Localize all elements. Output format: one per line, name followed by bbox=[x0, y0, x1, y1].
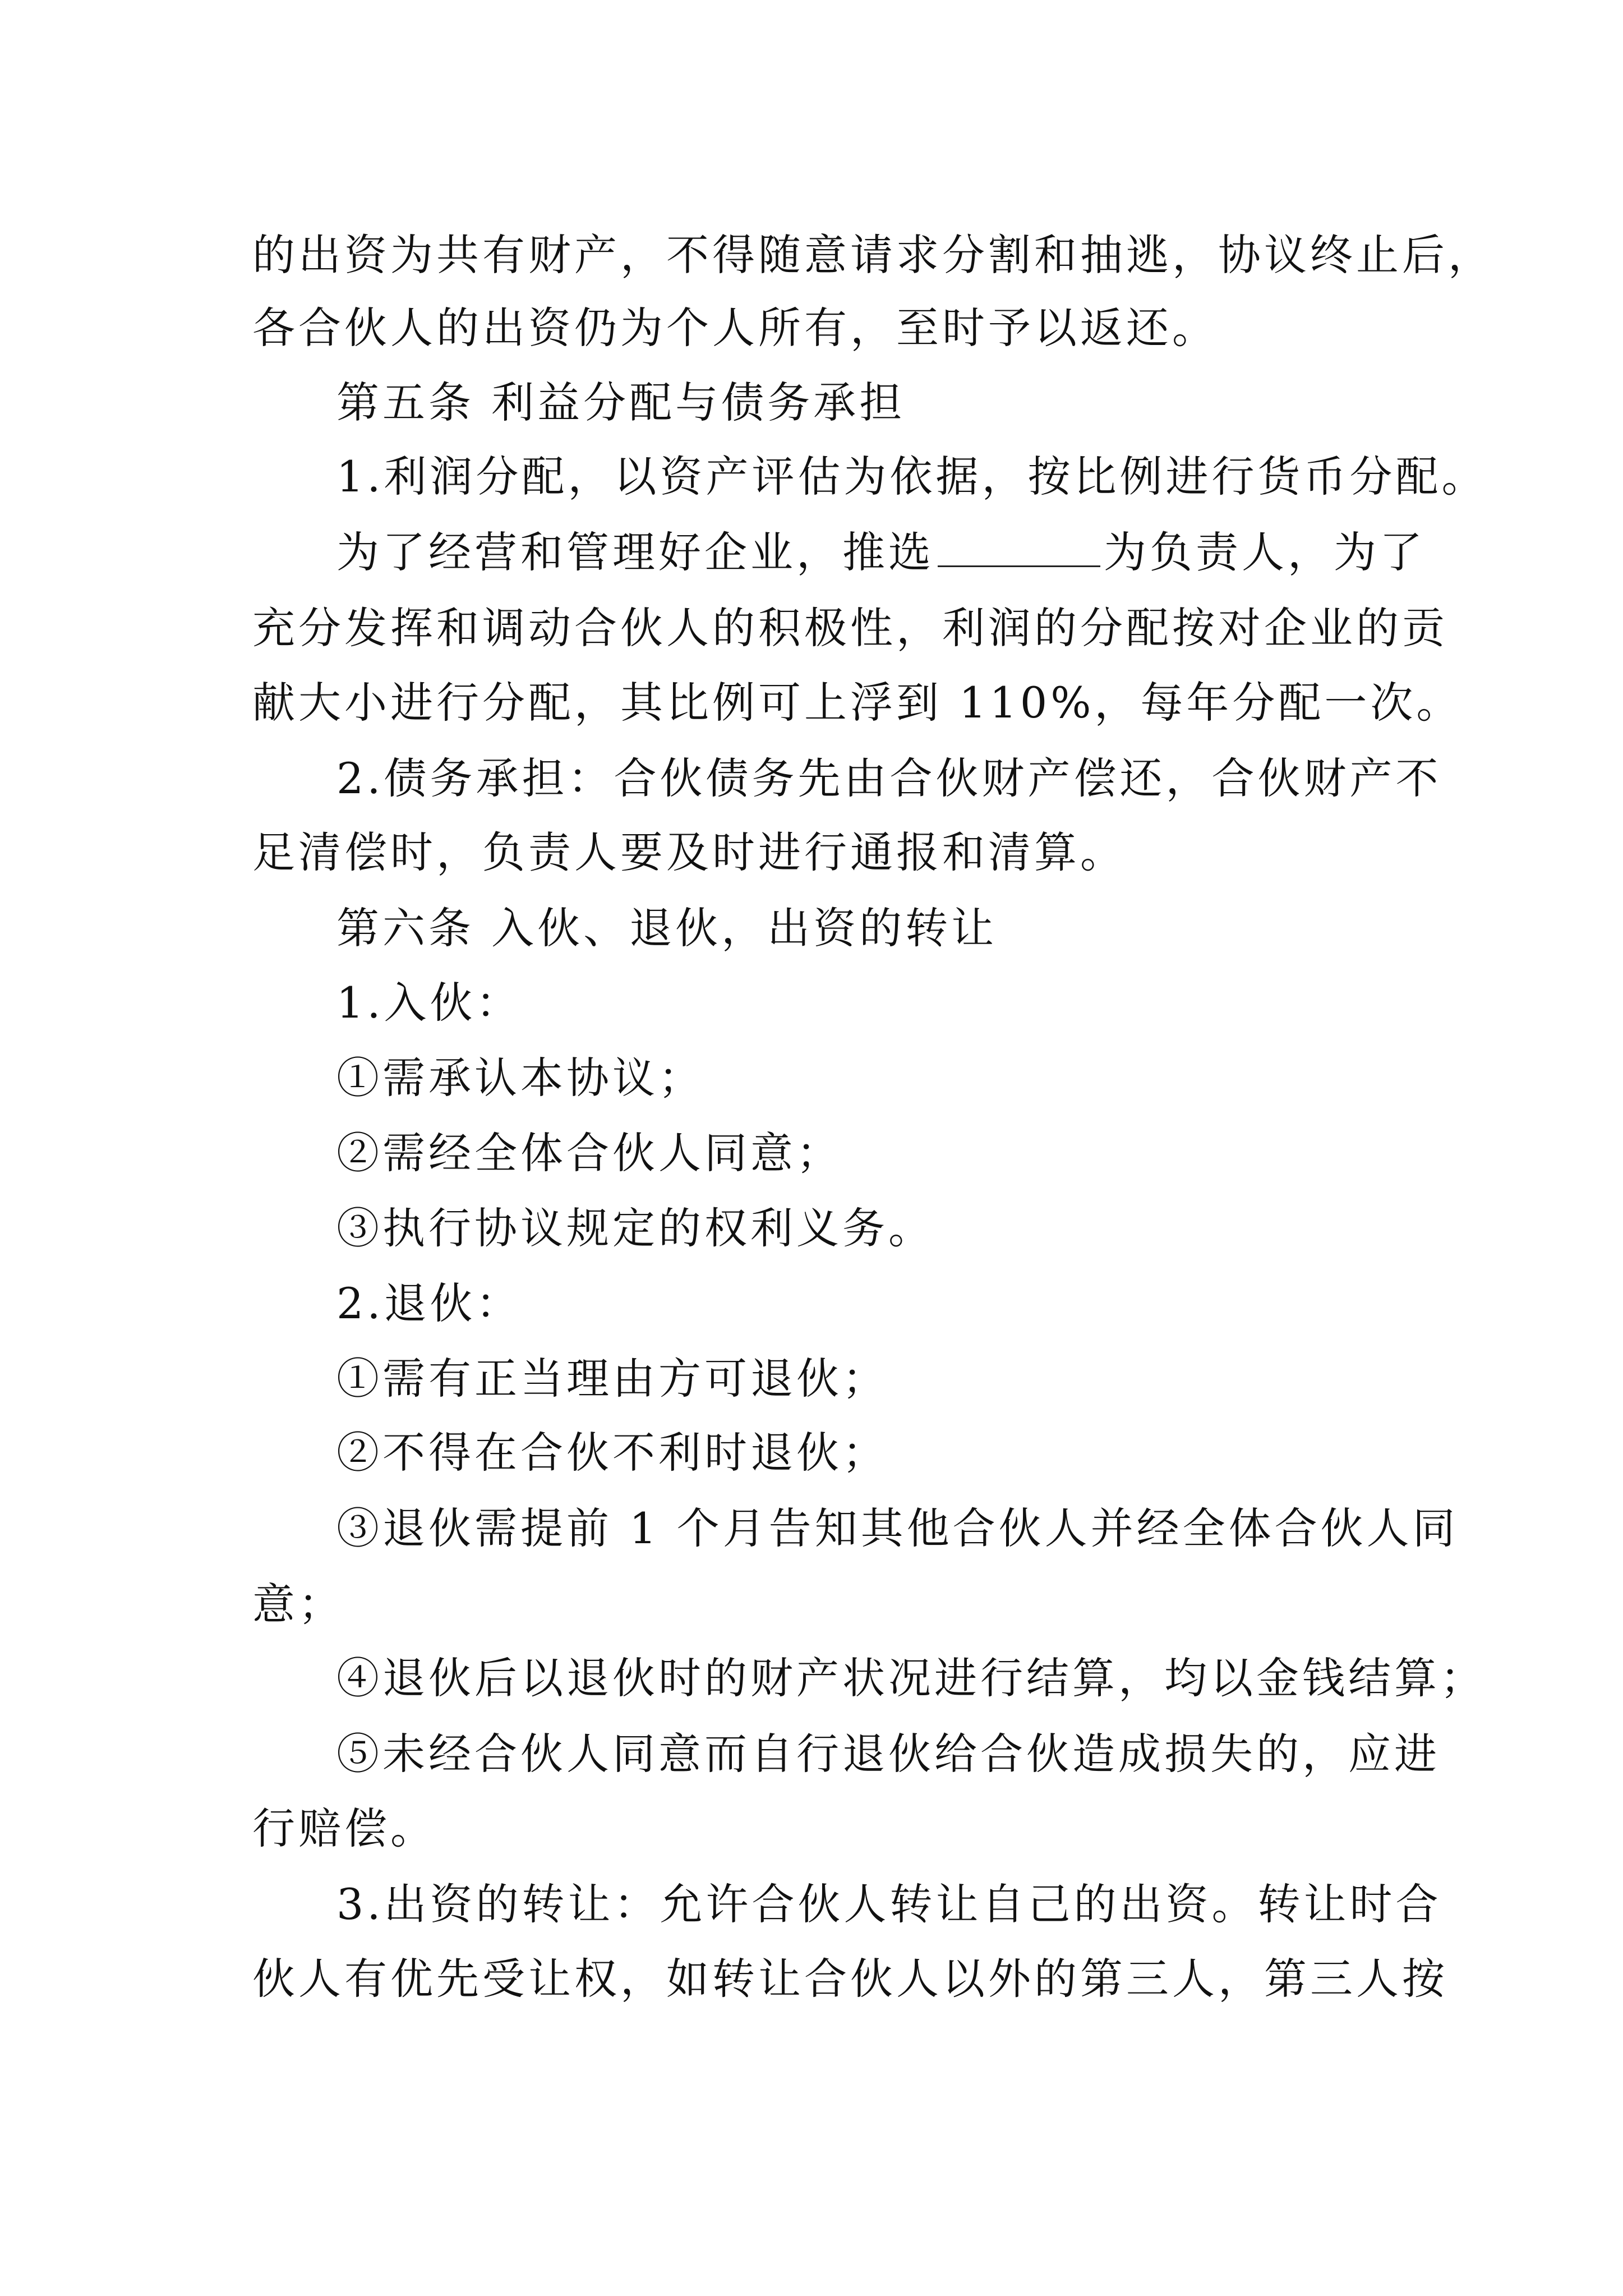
list-item: ②不得在合伙不利时退伙； bbox=[336, 1428, 888, 1478]
body-line: 足清偿时，负责人要及时进行通报和清算。 bbox=[252, 827, 1126, 877]
section-heading: 第六条 入伙、退伙，出资的转让 bbox=[336, 903, 998, 953]
body-text: 为了经营和管理好企业，推选 bbox=[336, 527, 934, 577]
body-line: 充分发挥和调动合伙人的积极性，利润的分配按对企业的贡 bbox=[252, 603, 1448, 653]
list-item: ①需承认本协议； bbox=[336, 1053, 704, 1103]
list-heading: 2.退伙： bbox=[336, 1278, 522, 1328]
list-item: ②需经全体合伙人同意； bbox=[336, 1128, 842, 1178]
body-line: 3.出资的转让：允许合伙人转让自己的出资。转让时合 bbox=[336, 1879, 1442, 1929]
list-item: ③退伙需提前 1 个月告知其他合伙人并经全体合伙人同 bbox=[336, 1503, 1459, 1553]
body-line: 各合伙人的出资仍为个人所有，至时予以返还。 bbox=[252, 303, 1218, 353]
body-line: 行赔偿。 bbox=[252, 1803, 436, 1853]
list-item: ⑤未经合伙人同意而自行退伙给合伙造成损失的，应进 bbox=[336, 1729, 1440, 1779]
list-item: ③执行协议规定的权利义务。 bbox=[336, 1203, 934, 1253]
body-line: 意； bbox=[252, 1579, 344, 1629]
body-line: 献大小进行分配，其比例可上浮到 110%，每年分配一次。 bbox=[252, 678, 1463, 728]
body-text: 为负责人，为了 bbox=[1104, 527, 1426, 577]
list-heading: 1.入伙： bbox=[336, 978, 522, 1028]
list-item: ④退伙后以退伙时的财产状况进行结算，均以金钱结算； bbox=[336, 1653, 1486, 1703]
body-line: 2.债务承担：合伙债务先由合伙财产偿还，合伙财产不 bbox=[336, 753, 1442, 803]
body-line bbox=[336, 519, 1426, 586]
body-line: 伙人有优先受让权，如转让合伙人以外的第三人，第三人按 bbox=[252, 1954, 1448, 2004]
list-item: ①需有正当理由方可退伙； bbox=[336, 1354, 888, 1404]
section-heading: 第五条 利益分配与债务承担 bbox=[336, 378, 906, 427]
body-line: 1.利润分配，以资产评估为依据，按比例进行货币分配。 bbox=[336, 452, 1488, 501]
body-line: 的出资为共有财产，不得随意请求分割和抽逃，协议终止后， bbox=[252, 230, 1494, 280]
fill-in-blank bbox=[938, 526, 1100, 567]
